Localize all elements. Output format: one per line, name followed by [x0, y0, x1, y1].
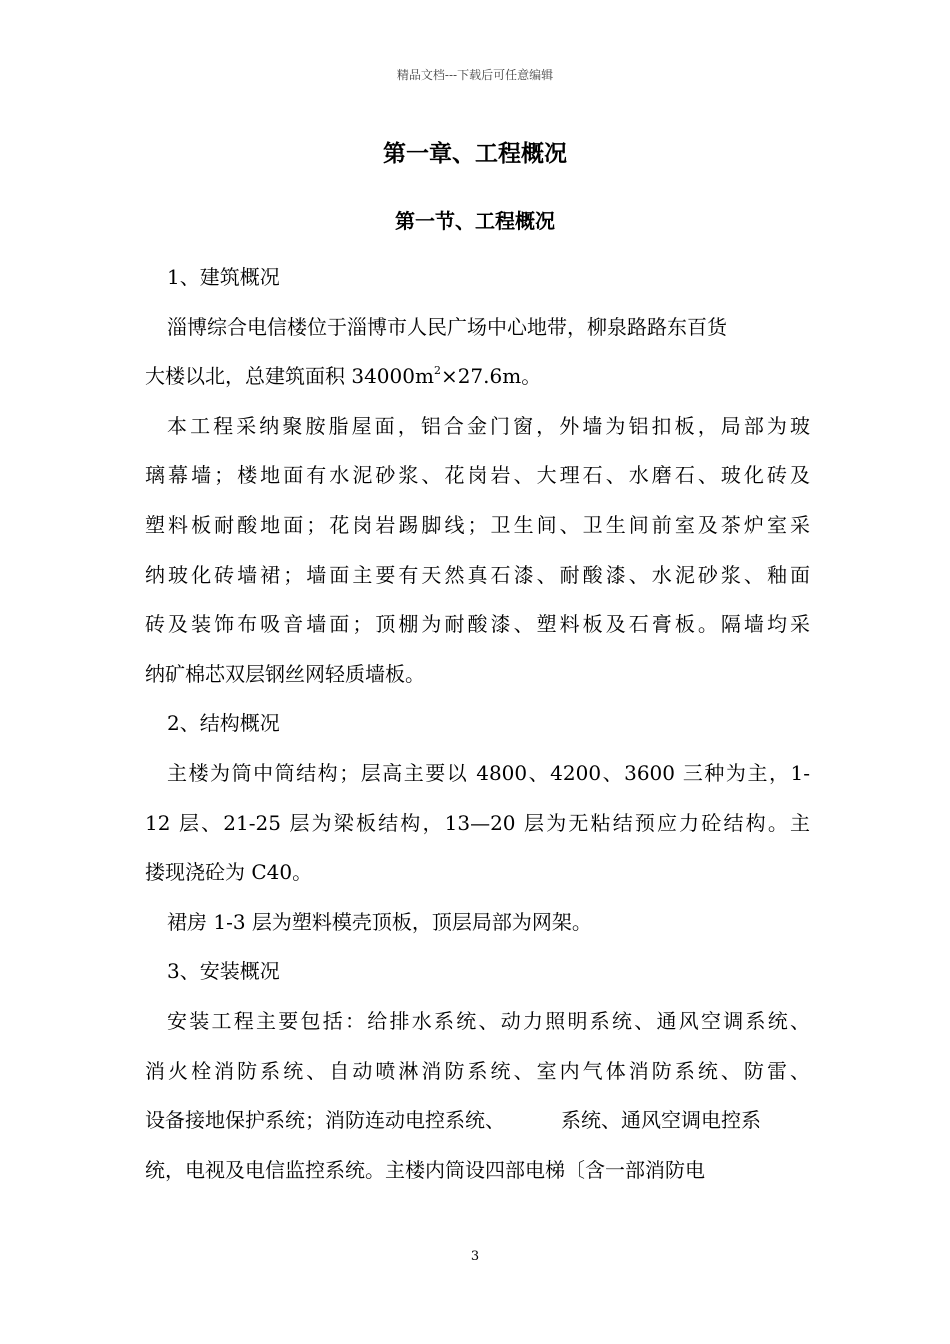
- text-line: 搂现浇砼为 C40。: [145, 860, 313, 885]
- text-line: 璃幕墙；楼地面有水泥砂浆、花岗岩、大理石、水磨石、玻化砖及: [145, 463, 810, 488]
- text-segment: 系统、通风空调电控系: [561, 1108, 761, 1133]
- text-line: 1、建筑概况: [167, 265, 280, 289]
- heading-structure-overview: [145, 699, 810, 749]
- text-line: [123, 1096, 810, 1146]
- section-title: 第一节、工程概况: [395, 209, 555, 233]
- text-line: 12 层、21-25 层为梁板结构，13—20 层为无粘结预应力砼结构。主: [145, 810, 810, 835]
- text-line: 纳玻化砖墙裙；墙面主要有天然真石漆、耐酸漆、水泥砂浆、釉面: [145, 562, 810, 587]
- text-line: 消火栓消防系统、自动喷淋消防系统、室内气体消防系统、防雷、: [145, 1058, 810, 1083]
- paragraph-installation-systems: [145, 997, 810, 1195]
- text-line: 塑料板耐酸地面；花岗岩踢脚线；卫生间、卫生间前室及茶炉室采: [145, 512, 810, 537]
- text-line: 砖及装饰布吸音墙面；顶棚为耐酸漆、塑料板及石膏板。隔墙均采: [145, 612, 810, 637]
- text-line: 裙房 1-3 层为塑料模壳顶板，顶层局部为网架。: [167, 909, 592, 934]
- text-line: 主楼为筒中筒结构；层高主要以 4800、4200、3600 三种为主，1-: [167, 760, 810, 785]
- text-line: 安装工程主要包括：给排水系统、动力照明系统、通风空调系统、: [167, 1008, 810, 1033]
- paragraph-building-location: [145, 303, 810, 402]
- text-line: 2、结构概况: [167, 711, 280, 736]
- heading-installation-overview: [145, 947, 810, 997]
- paragraph-main-structure: [145, 749, 810, 898]
- page-number: 3: [470, 1249, 480, 1264]
- text-line: 本工程采纳聚胺脂屋面，铝合金门窗，外墙为铝扣板，局部为玻: [167, 413, 810, 438]
- area-text: 大楼以北，总建筑面积 34000m: [145, 364, 434, 389]
- page-header: 精品文档---下载后可任意编辑: [396, 68, 554, 82]
- paragraph-building-materials: [145, 402, 810, 700]
- superscript: 2: [433, 364, 441, 378]
- text-line: 统，电视及电信监控系统。主楼内筒设四部电梯〔含一部消防电: [145, 1157, 705, 1182]
- document-body: [145, 253, 810, 1195]
- heading-building-overview: [145, 253, 810, 303]
- text-line: 纳矿棉芯双层钢丝网轻质墙板。: [145, 661, 425, 686]
- chapter-title: 第一章、工程概况: [383, 140, 567, 167]
- text-line: [123, 352, 810, 402]
- text-line: 3、安装概况: [167, 959, 280, 984]
- height-text: ×27.6m。: [440, 364, 542, 389]
- text-line: 淄博综合电信楼位于淄博市人民广场中心地带，柳泉路路东百货: [167, 314, 727, 339]
- paragraph-podium-structure: [145, 898, 810, 948]
- text-segment: 设备接地保护系统；消防连动电控系统、: [145, 1108, 505, 1133]
